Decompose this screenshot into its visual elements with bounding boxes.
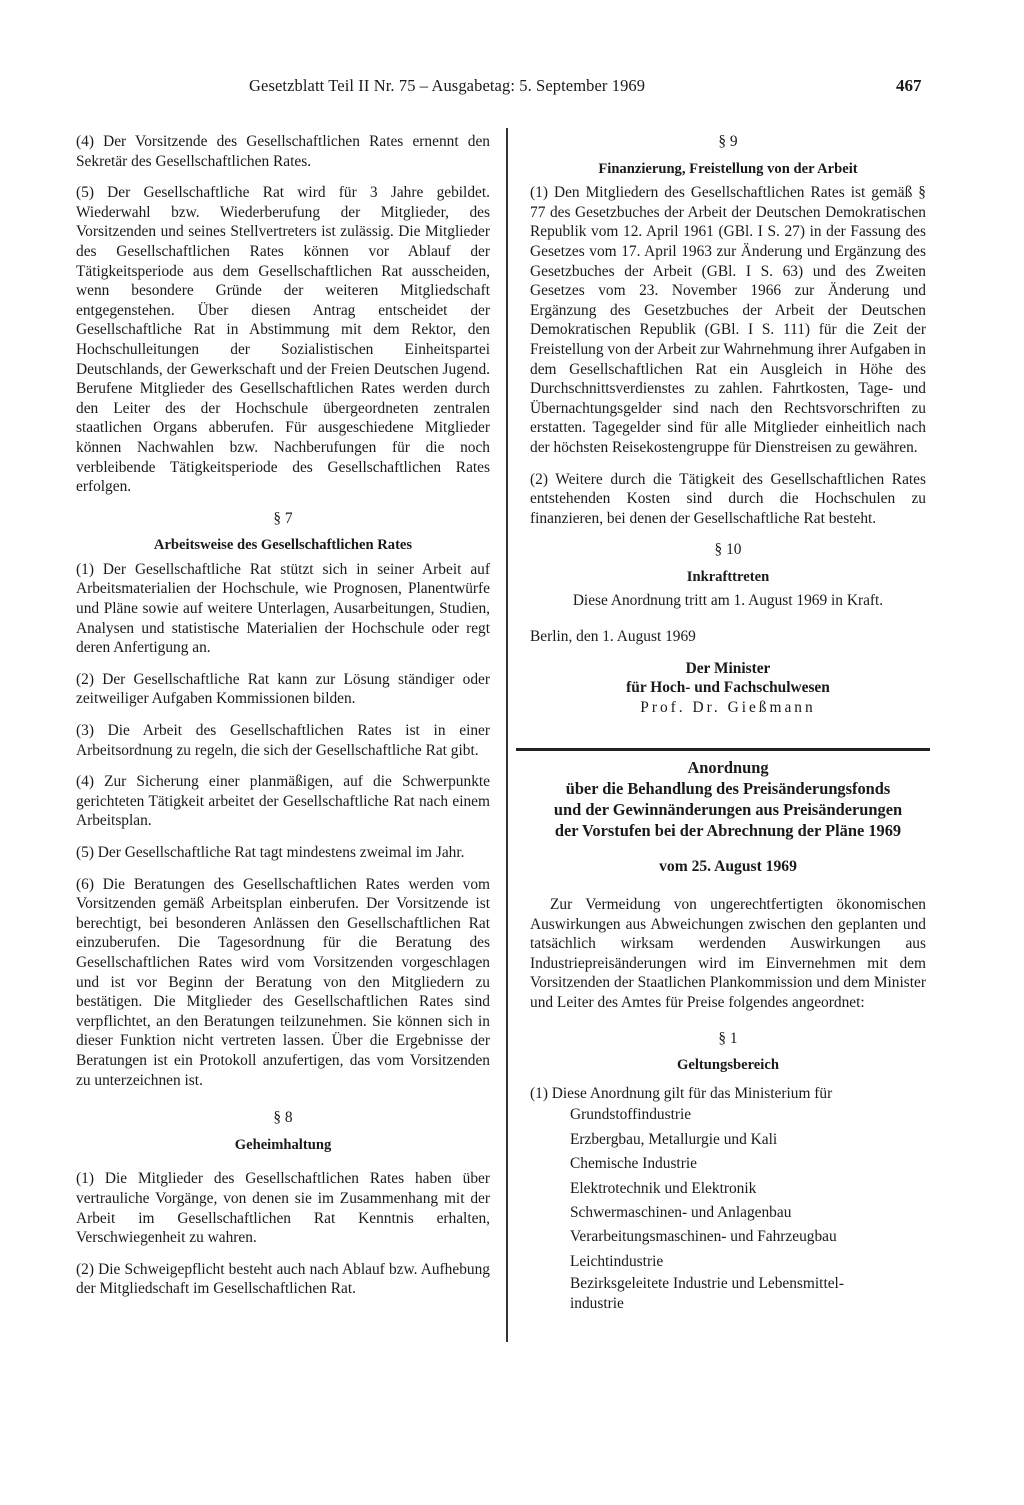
paragraph-7-1: (1) Der Gesellschaftliche Rat stützt sich in seiner Arbeit auf Arbeitsmaterialien der Hochschule, wie Prognosen, Planentwürfe und Pläne sowie auf weitere Unterlagen, Ausarbeitungen, Studien, Analysen und statistische Materialien der Hochschule oder regt deren Anfertigung an. [76, 560, 490, 657]
ordinance-title-line-3: und der Gewinnänderungen aus Preisänderungen [553, 800, 903, 820]
paragraph-1-1: (1) Diese Anordnung gilt für das Ministerium für [530, 1084, 833, 1102]
section-10-number: § 10 [714, 541, 742, 559]
ministry-list-item: Schwermaschinen- und Anlagenbau [570, 1204, 792, 1221]
ordinance-title [530, 757, 926, 841]
ministry-list-item: Verarbeitungsmaschinen- und Fahrzeugbau [570, 1228, 837, 1246]
paragraph-7-5: (5) Der Gesellschaftliche Rat tagt mindestens zweimal im Jahr. [76, 844, 465, 861]
paragraph-6-4: (4) Der Vorsitzende des Gesellschaftlichen Rates ernennt den Sekretär des Gesellschaftlichen Rates. [76, 133, 490, 170]
page-header [0, 76, 1024, 100]
ordinance-title-line-1: Anordnung [687, 758, 769, 778]
ministry-list-item: Chemische Industrie [570, 1155, 697, 1173]
paragraph-9-1: (1) Den Mitgliedern des Gesellschaftlichen Rates ist gemäß § 77 des Gesetzbuches der Arbeit der Deutschen Demokratischen Republik vom 12. April 1961 (GBl. I S. 27) in der Fassung des Gesetzes vom 17. April 1963 zur Änderung und Ergänzung des Gesetzbuches der Arbeit (GBl. I S. 63) und des Zweiten Gesetzes vom 23. November 1966 zur Änderung und Ergänzung des Gesetzbuches der Arbeit der Deutschen Demokratischen Republik (GBl. I S. 111) für die Zeit der Freistellung von der Arbeit zur Wahrnehmung ihrer Aufgaben in dem Gesellschaftlichen Rat ein Ausgleich in Höhe des Durchschnittsverdienstes zu zahlen. Fahrtkosten, Tage- und Übernachtungsgelder sind nach den Rechtsvorschriften zu erstatten. Tagegelder sind für alle Mitglieder einheitlich nach der höchsten Reisekostengruppe für Dienstreisen zu gewähren. [530, 184, 926, 456]
column-divider [506, 128, 508, 1342]
page-number: 467 [896, 76, 922, 95]
section-7-number: § 7 [273, 509, 293, 527]
paragraph-6-5: (5) Der Gesellschaftliche Rat wird für 3 Jahre gebildet. Wiederwahl bzw. Wiederberufung der Mitglieder, des Vorsitzenden und seines Stellvertreters ist zulässig. Die Mitglieder des Gesellschaftlichen Rates können vor Ablauf der Tätigkeitsperiode aus dem Gesellschaftlichen Rat ausscheiden, wenn besondere Gründe der weiteren Mitgliedschaft entgegenstehen. Über diesen Antrag entscheidet der Gesellschaftliche Rat in Abstimmung mit dem Rektor, den Hochschulleitungen der Sozialistischen Einheitspartei Deutschlands, der Gewerkschaft und der Freien Deutschen Jugend. Berufene Mitglieder des Gesellschaftlichen Rates werden durch den Leiter des der Hochschule übergeordneten zentralen staatlichen Organs abberufen. Für ausgeschiedene Mitglieder können Nachwahlen bzw. Nachberufungen für die noch verbleibende Tätigkeitsperiode des Gesellschaftlichen Rates erfolgen. [76, 184, 490, 496]
paragraph-10-1: Diese Anordnung tritt am 1. August 1969 in Kraft. [572, 592, 884, 610]
ministry-list-item: Grundstoffindustrie [570, 1106, 692, 1124]
paragraph-7-4: (4) Zur Sicherung einer planmäßigen, auf die Schwerpunkte gerichteten Tätigkeit arbeitet der Gesellschaftliche Rat nach einem Arbeitsplan. [76, 773, 490, 830]
right-column [530, 132, 926, 1314]
paragraph-8-2: (2) Die Schweigepflicht besteht auch nach Ablauf bzw. Aufhebung der Mitgliedschaft im Gesellschaftlichen Rat. [76, 1260, 490, 1298]
ordinance-date: vom 25. August 1969 [659, 858, 797, 876]
paragraph-8-1: (1) Die Mitglieder des Gesellschaftlichen Rates haben über vertrauliche Vorgänge, von denen sie im Zusammenhang mit der Arbeit im Gesellschaftlichen Rat Kenntnis erhalten, Verschwiegenheit zu wahren. [76, 1170, 490, 1247]
ministry-list-item: Elektrotechnik und Elektronik [570, 1179, 757, 1197]
section-1-number: § 1 [718, 1029, 738, 1047]
paragraph-7-3: (3) Die Arbeit des Gesellschaftlichen Rates ist in einer Arbeitsordnung zu regeln, die sich der Gesellschaftliche Rat gibt. [76, 722, 490, 759]
section-8-title: Geheimhaltung [234, 1136, 332, 1153]
gazette-header-title: Gesetzblatt Teil II Nr. 75 – Ausgabetag: 5. September 1969 [249, 76, 646, 95]
section-1-title: Geltungsbereich [677, 1057, 779, 1074]
paragraph-7-2: (2) Der Gesellschaftliche Rat kann zur Lösung ständiger oder zeitweiliger Aufgaben Kommissionen bilden. [76, 670, 490, 708]
ordinance-title-line-2: über die Behandlung des Preisänderungsfonds [565, 779, 891, 799]
section-9-number: § 9 [718, 133, 738, 150]
signatory-title-1: Der Minister [685, 659, 771, 677]
section-8-number: § 8 [273, 1109, 293, 1127]
section-9-title: Finanzierung, Freistellung von der Arbeit [598, 160, 858, 177]
paragraph-9-2: (2) Weitere durch die Tätigkeit des Gesellschaftlichen Rates entstehenden Kosten sind durch die Hochschulen zu finanzieren, bei denen der Gesellschaftliche Rat besteht. [530, 470, 926, 527]
minister-name: Prof. Dr. Gießmann [640, 698, 816, 716]
ministry-list [570, 1103, 926, 1314]
ministry-list-item: industrie [570, 1295, 624, 1313]
ordinance-preamble: Zur Vermeidung von ungerechtfertigten ökonomischen Auswirkungen aus Abweichungen zwischen den geplanten und tatsächlich wirksam werdenden Auswirkungen aus Industriepreisänderungen wird im Einvernehmen mit dem Vorsitzenden der Staatlichen Plankommission und dem Minister und Leiter des Amtes für Preise folgendes angeordnet: [530, 896, 926, 1011]
ministry-list-item: Leichtindustrie [570, 1252, 664, 1270]
section-10-title: Inkrafttreten [686, 568, 770, 585]
paragraph-7-6: (6) Die Beratungen des Gesellschaftlichen Rates werden vom Vorsitzenden gemäß Arbeitsplan einberufen. Der Vorsitzende ist berechtigt, bei besonderen Anlässen den Gesellschaftlichen Rat einzuberufen. Die Tagesordnung für die Beratung des Gesellschaftlichen Rates wird vom Vorsitzenden vorgeschlagen und ist vor Beginn der Beratung von den Mitgliedern zu bestätigen. Die Mitglieder des Gesellschaftlichen Rates sind verpflichtet, an den Beratungen teilzunehmen. Sie können sich in dieser Funktion nicht vertreten lassen. Über die Ergebnisse der Beratungen ist ein Protokoll anzufertigen, das vom Vorsitzenden zu unterzeichnen ist. [76, 875, 490, 1089]
place-date: Berlin, den 1. August 1969 [530, 628, 696, 646]
signatory-title-2: für Hoch- und Fachschulwesen [626, 679, 830, 697]
ministry-list-item: Bezirksgeleitete Industrie und Lebensmittel- [570, 1275, 844, 1293]
signatory-name [530, 698, 926, 718]
ministry-list-item: Erzbergbau, Metallurgie und Kali [570, 1130, 778, 1148]
ordinance-title-line-4: der Vorstufen bei der Abrechnung der Pläne 1969 [554, 821, 902, 841]
left-column [76, 132, 490, 1311]
section-7-title: Arbeitsweise des Gesellschaftlichen Rates [153, 537, 413, 554]
